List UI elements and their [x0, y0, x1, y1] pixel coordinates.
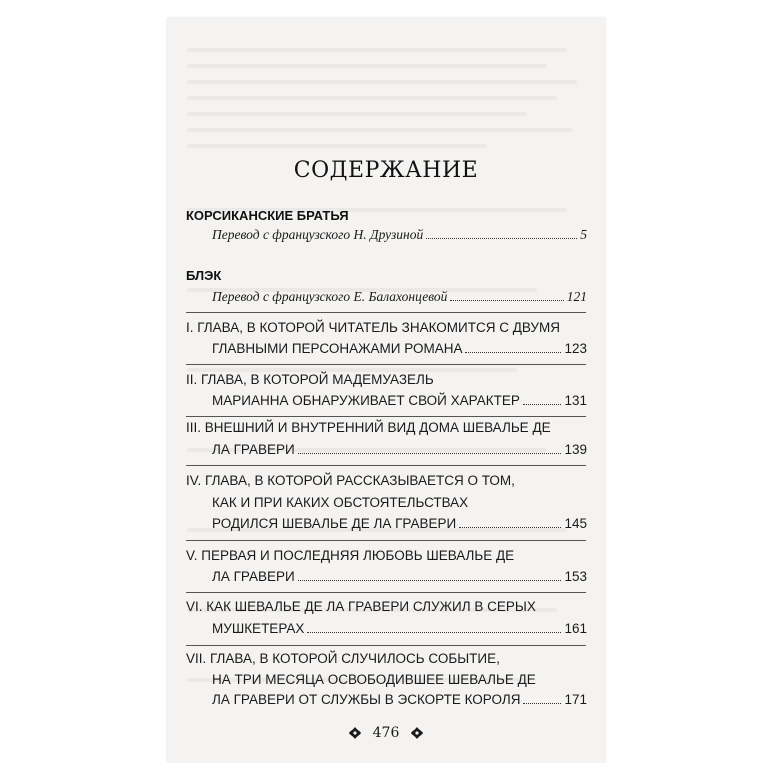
- section-title: КОРСИКАНСКИЕ БРАТЬЯ: [186, 208, 349, 223]
- page-number: 476: [372, 725, 400, 741]
- divider: [186, 312, 586, 313]
- chapter-line: II. ГЛАВА, В КОТОРОЙ МАДЕМУАЗЕЛЬ: [186, 372, 434, 387]
- divider: [186, 645, 586, 646]
- dot-leader: [426, 227, 577, 239]
- chapter-line: IV. ГЛАВА, В КОТОРОЙ РАССКАЗЫВАЕТСЯ О ТОМ,: [186, 473, 515, 488]
- fleuron-left-icon: [348, 726, 362, 740]
- toc-entry[interactable]: [212, 516, 587, 534]
- dot-leader: [298, 442, 562, 454]
- chapter-line: КАК И ПРИ КАКИХ ОБСТОЯТЕЛЬСТВАХ: [212, 495, 469, 510]
- chapter-line: ЛА ГРАВЕРИ ОТ СЛУЖБЫ В ЭСКОРТЕ КОРОЛЯ: [212, 692, 521, 707]
- dot-leader: [465, 341, 561, 353]
- dot-leader: [307, 621, 561, 633]
- book-page: [167, 18, 605, 763]
- divider: [186, 364, 586, 365]
- toc-entry[interactable]: [212, 569, 587, 587]
- chapter-line: ЛА ГРАВЕРИ: [212, 569, 295, 584]
- page-ref: 153: [564, 569, 587, 584]
- section-title: БЛЭК: [186, 268, 222, 283]
- chapter-line: РОДИЛСЯ ШЕВАЛЬЕ ДЕ ЛА ГРАВЕРИ: [212, 516, 457, 531]
- toc-entry[interactable]: [212, 621, 587, 639]
- toc-entry[interactable]: [212, 442, 587, 460]
- translator-credit: Перевод с французского Е. Балахонцевой: [212, 289, 448, 304]
- dot-leader: [523, 692, 561, 704]
- toc-entry[interactable]: [212, 692, 587, 710]
- divider: [186, 416, 586, 417]
- translator-credit: Перевод с французского Н. Друзиной: [212, 227, 424, 242]
- chapter-line: МУШКЕТЕРАХ: [212, 621, 305, 636]
- dot-leader: [450, 289, 563, 301]
- toc-entry[interactable]: [212, 393, 587, 411]
- dot-leader: [459, 516, 561, 528]
- chapter-line: VI. КАК ШЕВАЛЬЕ ДЕ ЛА ГРАВЕРИ СЛУЖИЛ В СЕРЫХ: [186, 599, 536, 614]
- divider: [186, 540, 586, 541]
- chapter-line: НА ТРИ МЕСЯЦА ОСВОБОДИВШЕЕ ШЕВАЛЬЕ ДЕ: [212, 672, 536, 687]
- toc-entry[interactable]: [212, 227, 587, 245]
- page-ref: 121: [566, 289, 587, 304]
- chapter-line: ГЛАВНЫМИ ПЕРСОНАЖАМИ РОМАНА: [212, 341, 463, 356]
- page-ref: 145: [564, 516, 587, 531]
- divider: [186, 592, 586, 593]
- toc-entry[interactable]: [212, 289, 587, 307]
- chapter-line: МАРИАННА ОБНАРУЖИВАЕТ СВОЙ ХАРАКТЕР: [212, 393, 520, 408]
- dot-leader: [298, 569, 562, 581]
- page-ref: 131: [564, 393, 587, 408]
- chapter-line: I. ГЛАВА, В КОТОРОЙ ЧИТАТЕЛЬ ЗНАКОМИТСЯ С ДВУМЯ: [186, 320, 561, 335]
- chapter-line: III. ВНЕШНИЙ И ВНУТРЕННИЙ ВИД ДОМА ШЕВАЛЬЕ ДЕ: [186, 420, 551, 435]
- chapter-line: VII. ГЛАВА, В КОТОРОЙ СЛУЧИЛОСЬ СОБЫТИЕ,: [186, 651, 500, 666]
- page-ref: 139: [564, 442, 587, 457]
- fleuron-right-icon: [410, 726, 424, 740]
- page-footer: [167, 725, 605, 741]
- toc-entry[interactable]: [212, 341, 587, 359]
- page-ref: 5: [580, 227, 587, 242]
- dot-leader: [523, 393, 562, 405]
- chapter-line: V. ПЕРВАЯ И ПОСЛЕДНЯЯ ЛЮБОВЬ ШЕВАЛЬЕ ДЕ: [186, 548, 515, 563]
- page-ref: 161: [564, 621, 587, 636]
- chapter-line: ЛА ГРАВЕРИ: [212, 442, 295, 457]
- divider: [186, 465, 586, 466]
- page-title: СОДЕРЖАНИЕ: [293, 158, 479, 183]
- page-ref: 123: [564, 341, 587, 356]
- page-ref: 171: [564, 692, 587, 707]
